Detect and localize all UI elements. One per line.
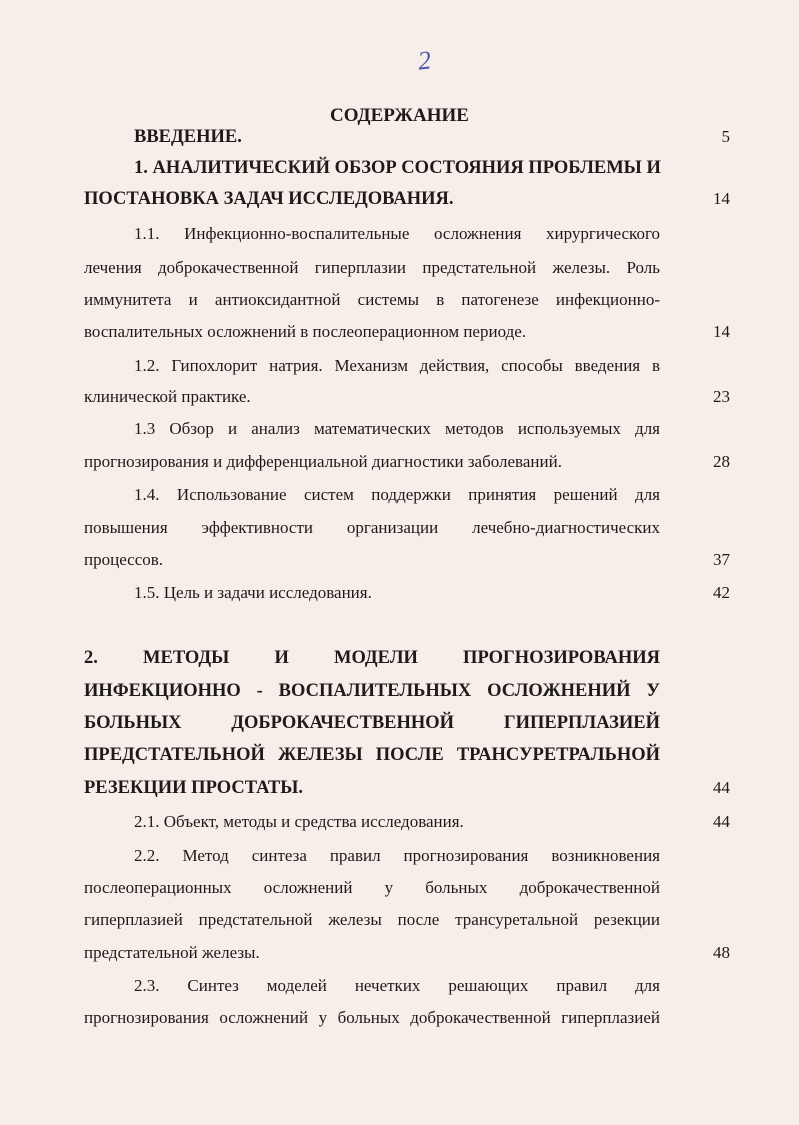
toc-heading-2-line2: ИНФЕКЦИОННО - ВОСПАЛИТЕЛЬНЫХ ОСЛОЖНЕНИЙ У [84, 681, 660, 701]
page-ref-1-5: 42 [713, 583, 730, 602]
page-ref-2-1: 44 [713, 812, 730, 831]
page-ref-1-4: 37 [713, 550, 730, 569]
toc-item-1-2-line2: клинической практике. [84, 387, 251, 406]
toc-item-1-1-line1: 1.1. Инфекционно-воспалительные осложнения хирургического [134, 224, 660, 243]
toc-heading-2-line4: ПРЕДСТАТЕЛЬНОЙ ЖЕЛЕЗЫ ПОСЛЕ ТРАНСУРЕТРАЛЬНОЙ [84, 745, 660, 765]
toc-item-1-1-line3: иммунитета и антиоксидантной системы в патогенезе инфекционно- [84, 290, 660, 309]
page-ref-1-1: 14 [713, 322, 730, 341]
toc-item-1-4-line3: процессов. [84, 550, 164, 569]
toc-item-2-1: 2.1. Объект, методы и средства исследования. [134, 812, 464, 831]
toc-heading-2-line3: БОЛЬНЫХ ДОБРОКАЧЕСТВЕННОЙ ГИПЕРПЛАЗИЕЙ [84, 713, 660, 733]
page-ref-intro: 5 [721, 127, 730, 146]
toc-item-2-2-line4: предстательной железы. [84, 943, 260, 962]
toc-item-1-2-line1: 1.2. Гипохлорит натрия. Механизм действия, способы введения в [134, 356, 660, 375]
toc-item-2-2-line1: 2.2. Метод синтеза правил прогнозирования возникновения [134, 846, 660, 865]
toc-item-1-1-line4: воспалительных осложнений в послеоперационном периоде. [84, 322, 527, 341]
page-ref-section-1: 14 [713, 189, 730, 208]
toc-heading-2-line5: РЕЗЕКЦИИ ПРОСТАТЫ. [84, 778, 304, 798]
toc-item-1-4-line2: повышения эффективности организации лечебно-диагностических [84, 518, 660, 537]
toc-item-2-2-line3: гиперплазией предстательной железы после трансуретальной резекции [84, 910, 660, 929]
page-ref-2-2: 48 [713, 943, 730, 962]
page-title: СОДЕРЖАНИЕ [330, 105, 469, 126]
toc-heading-1-line1: 1. АНАЛИТИЧЕСКИЙ ОБЗОР СОСТОЯНИЯ ПРОБЛЕМЫ И [134, 158, 661, 178]
toc-heading-intro: ВВЕДЕНИЕ. [134, 127, 242, 147]
page-ref-section-2: 44 [713, 778, 730, 797]
toc-item-1-1-line2: лечения доброкачественной гиперплазии предстательной железы. Роль [84, 258, 660, 277]
page-ref-1-2: 23 [713, 387, 730, 406]
toc-heading-1-line2: ПОСТАНОВКА ЗАДАЧ ИССЛЕДОВАНИЯ. [84, 189, 454, 209]
toc-heading-2-line1: 2. МЕТОДЫ И МОДЕЛИ ПРОГНОЗИРОВАНИЯ [84, 648, 660, 668]
toc-item-1-3-line1: 1.3 Обзор и анализ математических методов используемых для [134, 419, 660, 438]
page-ref-1-3: 28 [713, 452, 730, 471]
toc-item-2-2-line2: послеоперационных осложнений у больных доброкачественной [84, 878, 660, 897]
toc-item-1-4-line1: 1.4. Использование систем поддержки принятия решений для [134, 485, 660, 504]
toc-item-1-3-line2: прогнозирования и дифференциальной диагностики заболеваний. [84, 452, 562, 471]
toc-item-2-3-line1: 2.3. Синтез моделей нечетких решающих правил для [134, 976, 660, 995]
handwritten-page-number: 2 [416, 45, 433, 76]
toc-item-1-5: 1.5. Цель и задачи исследования. [134, 583, 372, 602]
toc-item-2-3-line2: прогнозирования осложнений у больных доброкачественной гиперплазией [84, 1008, 660, 1027]
